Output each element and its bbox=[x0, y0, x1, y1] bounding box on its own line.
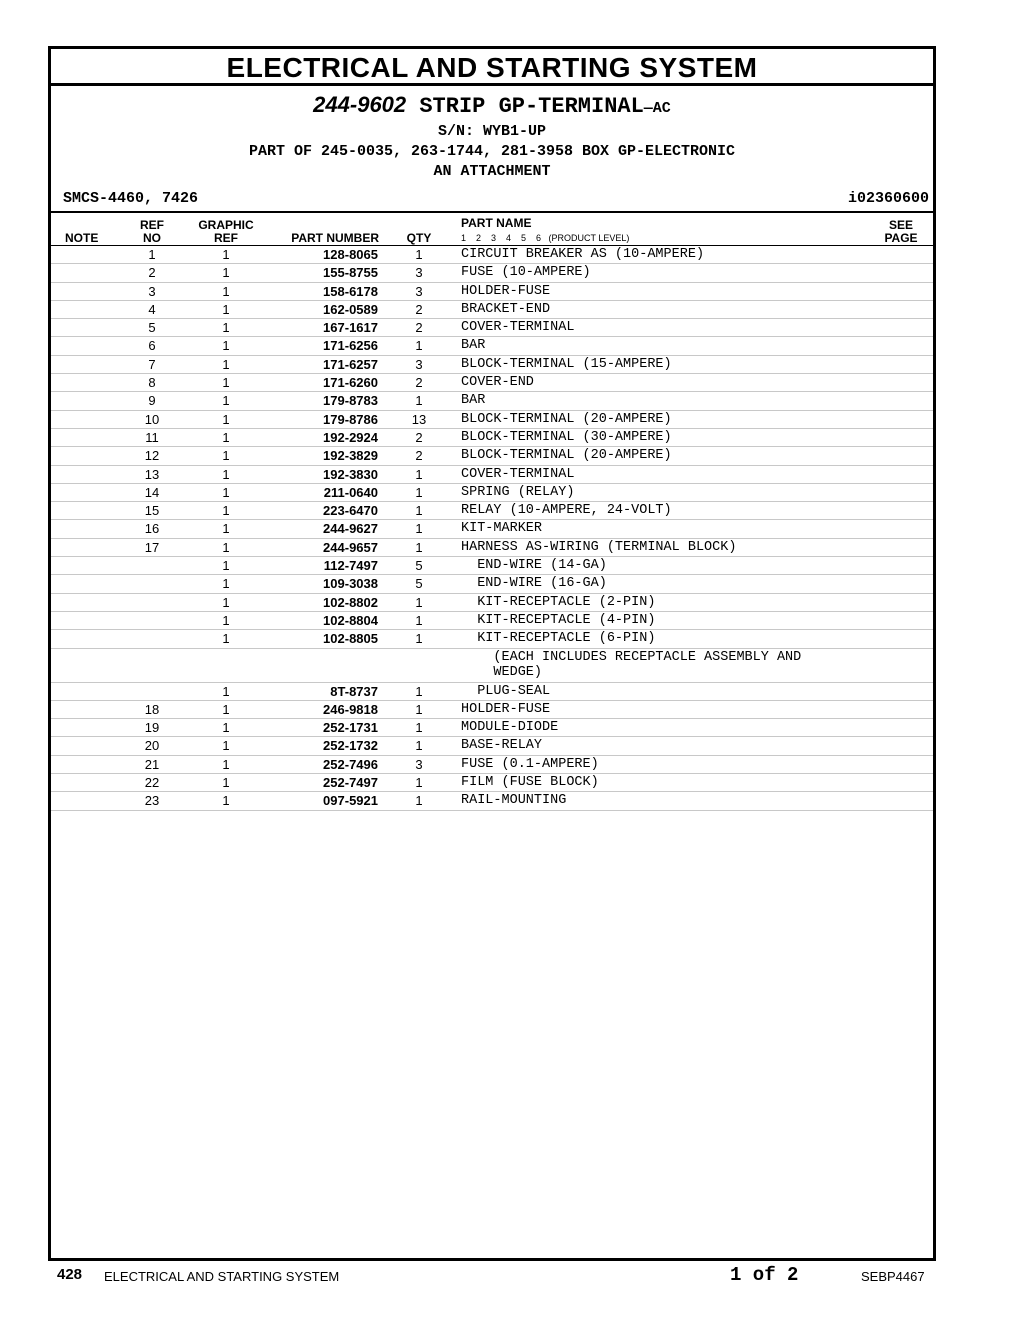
part-name-cell: END-WIRE (16-GA) bbox=[461, 576, 607, 592]
table-row bbox=[51, 756, 933, 774]
graphic-ref-cell: 1 bbox=[222, 521, 230, 537]
graphic-ref-cell: 1 bbox=[222, 594, 230, 610]
table-row bbox=[51, 575, 933, 593]
graphic-ref-cell: 1 bbox=[222, 720, 230, 736]
table-row bbox=[51, 792, 933, 810]
qty-cell: 1 bbox=[415, 539, 423, 555]
graphic-ref-cell: 1 bbox=[222, 484, 230, 500]
part-number-cell: 171-6257 bbox=[323, 356, 378, 372]
page-title: ELECTRICAL AND STARTING SYSTEM bbox=[51, 49, 933, 86]
part-number-cell: 244-9657 bbox=[323, 539, 378, 555]
col-ref-bottom: NO bbox=[143, 231, 161, 245]
part-number-cell: 102-8804 bbox=[323, 612, 378, 628]
smcs-code: SMCS-4460, 7426 bbox=[63, 190, 199, 207]
table-row bbox=[51, 246, 933, 264]
ref-no-cell: 1 bbox=[148, 247, 156, 262]
qty-cell: 1 bbox=[415, 503, 423, 519]
table-row bbox=[51, 683, 933, 701]
qty-cell: 1 bbox=[415, 631, 423, 647]
qty-cell: 1 bbox=[415, 793, 423, 809]
graphic-ref-cell: 1 bbox=[222, 503, 230, 519]
group-heading bbox=[51, 92, 933, 122]
ref-no-cell: 6 bbox=[148, 338, 156, 354]
graphic-ref-cell: 1 bbox=[222, 756, 230, 772]
ref-no-cell: 10 bbox=[144, 411, 160, 427]
ref-no-cell: 16 bbox=[144, 521, 160, 537]
parts-page-frame bbox=[48, 46, 936, 1261]
group-part-number: 244-9602 bbox=[313, 92, 407, 117]
part-name-cell: RELAY (10-AMPERE, 24-VOLT) bbox=[461, 503, 672, 519]
ref-no-cell: 22 bbox=[144, 775, 160, 791]
graphic-ref-cell: 1 bbox=[222, 320, 230, 336]
graphic-ref-cell: 1 bbox=[222, 393, 230, 409]
part-name-cell: COVER-TERMINAL bbox=[461, 466, 575, 482]
table-row bbox=[51, 466, 933, 484]
col-ref-top: REF bbox=[140, 218, 164, 232]
qty-cell: 1 bbox=[415, 738, 423, 754]
part-number-cell: 252-7496 bbox=[323, 756, 378, 772]
part-number-cell: 223-6470 bbox=[323, 503, 378, 519]
footer-section: ELECTRICAL AND STARTING SYSTEM bbox=[104, 1269, 340, 1284]
graphic-ref-cell: 1 bbox=[222, 738, 230, 754]
part-number-cell: 102-8805 bbox=[323, 631, 378, 647]
part-number-cell: 155-8755 bbox=[323, 265, 378, 281]
graphic-ref-cell: 1 bbox=[222, 301, 230, 317]
ref-no-cell: 18 bbox=[144, 701, 160, 717]
part-name-cell: BLOCK-TERMINAL (20-AMPERE) bbox=[461, 448, 672, 464]
ref-no-cell: 2 bbox=[148, 265, 156, 281]
qty-cell: 1 bbox=[415, 594, 423, 610]
part-number-cell: 244-9627 bbox=[323, 521, 378, 537]
col-graphic-top: GRAPHIC bbox=[198, 218, 254, 232]
part-number-cell: 097-5921 bbox=[323, 793, 378, 809]
table-row bbox=[51, 301, 933, 319]
part-number-cell: 246-9818 bbox=[323, 701, 378, 717]
graphic-ref-cell: 1 bbox=[222, 558, 230, 574]
table-row bbox=[51, 719, 933, 737]
qty-cell: 5 bbox=[415, 558, 423, 574]
ref-no-cell: 17 bbox=[144, 539, 160, 555]
part-number-cell: 171-6256 bbox=[323, 338, 378, 354]
part-name-cell: HOLDER-FUSE bbox=[461, 701, 551, 717]
ref-no-cell: 12 bbox=[144, 448, 160, 464]
ref-no-cell: 14 bbox=[144, 484, 160, 500]
table-row bbox=[51, 356, 933, 374]
ref-no-cell: 20 bbox=[144, 738, 160, 754]
qty-cell: 3 bbox=[415, 265, 423, 281]
qty-cell: 1 bbox=[415, 247, 423, 262]
part-name-cell: KIT-RECEPTACLE (6-PIN) bbox=[461, 631, 656, 647]
part-name-cell: RAIL-MOUNTING bbox=[461, 793, 567, 809]
qty-cell: 1 bbox=[415, 466, 423, 482]
graphic-ref-cell: 1 bbox=[222, 338, 230, 354]
part-number-cell: 171-6260 bbox=[323, 375, 378, 391]
table-row bbox=[51, 429, 933, 447]
ref-no-cell: 3 bbox=[148, 283, 156, 299]
table-row bbox=[51, 392, 933, 410]
graphic-ref-cell: 1 bbox=[222, 701, 230, 717]
serial-number: S/N: WYB1-UP bbox=[437, 123, 547, 140]
qty-cell: 1 bbox=[415, 775, 423, 791]
part-name-cell: FILM (FUSE BLOCK) bbox=[461, 775, 599, 791]
column-headers bbox=[51, 215, 933, 246]
part-number-cell: 128-8065 bbox=[323, 247, 378, 262]
graphic-ref-cell: 1 bbox=[222, 265, 230, 281]
qty-cell: 2 bbox=[415, 301, 423, 317]
ref-no-cell: 21 bbox=[144, 756, 160, 772]
attachment-line: AN ATTACHMENT bbox=[433, 163, 551, 180]
part-name-cell: BAR bbox=[461, 338, 486, 354]
qty-cell: 1 bbox=[415, 393, 423, 409]
ref-no-cell: 8 bbox=[148, 375, 156, 391]
table-row bbox=[51, 557, 933, 575]
page-number: 428 bbox=[57, 1266, 83, 1283]
part-name-cell: COVER-END bbox=[461, 375, 534, 391]
part-number-cell: 162-0589 bbox=[323, 301, 378, 317]
part-name-cell: SPRING (RELAY) bbox=[461, 484, 575, 500]
table-row bbox=[51, 649, 933, 683]
table-row bbox=[51, 264, 933, 282]
graphic-ref-cell: 1 bbox=[222, 247, 230, 262]
qty-cell: 1 bbox=[415, 720, 423, 736]
part-name-cell: KIT-RECEPTACLE (2-PIN) bbox=[461, 594, 656, 610]
part-of-line: PART OF 245-0035, 263-1744, 281-3958 BOX GP-ELECTRONIC bbox=[248, 143, 736, 160]
table-row bbox=[51, 701, 933, 719]
part-name-cell: FUSE (0.1-AMPERE) bbox=[461, 756, 599, 772]
part-name-cell: BASE-RELAY bbox=[461, 738, 543, 754]
table-row bbox=[51, 774, 933, 792]
graphic-ref-cell: 1 bbox=[222, 466, 230, 482]
table-row bbox=[51, 737, 933, 755]
graphic-ref-cell: 1 bbox=[222, 429, 230, 445]
qty-cell: 1 bbox=[415, 612, 423, 628]
group-suffix: —AC bbox=[643, 100, 671, 117]
table-row bbox=[51, 594, 933, 612]
qty-cell: 2 bbox=[415, 375, 423, 391]
graphic-ref-cell: 1 bbox=[222, 793, 230, 809]
qty-cell: 2 bbox=[415, 429, 423, 445]
part-name-cell: HARNESS AS-WIRING (TERMINAL BLOCK) bbox=[461, 539, 737, 555]
graphic-ref-cell: 1 bbox=[222, 612, 230, 628]
part-name-cell: BAR bbox=[461, 393, 486, 409]
ref-no-cell: 4 bbox=[148, 301, 156, 317]
part-name-cell: CIRCUIT BREAKER AS (10-AMPERE) bbox=[461, 247, 705, 262]
qty-cell: 5 bbox=[415, 576, 423, 592]
part-number-cell: 102-8802 bbox=[323, 594, 378, 610]
part-name-cell: END-WIRE (14-GA) bbox=[461, 558, 607, 574]
graphic-ref-cell: 1 bbox=[222, 356, 230, 372]
table-row bbox=[51, 520, 933, 538]
ref-no-cell: 13 bbox=[144, 466, 160, 482]
part-number-cell: 158-6178 bbox=[323, 283, 378, 299]
part-name-cell: BLOCK-TERMINAL (15-AMPERE) bbox=[461, 356, 672, 372]
col-product-levels: 1 2 3 4 5 6 (PRODUCT LEVEL) bbox=[461, 233, 630, 243]
part-number-cell: 112-7497 bbox=[323, 558, 378, 574]
part-number-cell: 252-1731 bbox=[323, 720, 378, 736]
graphic-ref-cell: 1 bbox=[222, 411, 230, 427]
part-name-cell: COVER-TERMINAL bbox=[461, 320, 575, 336]
qty-cell: 3 bbox=[415, 756, 423, 772]
part-name-cell: MODULE-DIODE bbox=[461, 720, 559, 736]
part-number-cell: 192-3830 bbox=[323, 466, 378, 482]
ref-no-cell: 9 bbox=[148, 393, 156, 409]
qty-cell: 1 bbox=[415, 701, 423, 717]
part-name-cell: KIT-MARKER bbox=[461, 521, 543, 537]
graphic-ref-cell: 1 bbox=[222, 775, 230, 791]
table-row bbox=[51, 374, 933, 392]
graphic-ref-cell: 1 bbox=[222, 375, 230, 391]
page-of: 1 of 2 bbox=[730, 1264, 799, 1286]
table-row bbox=[51, 502, 933, 520]
ref-no-cell: 11 bbox=[145, 429, 159, 445]
part-number-cell: 109-3038 bbox=[323, 576, 378, 592]
graphic-ref-cell: 1 bbox=[222, 576, 230, 592]
part-number-cell: 167-1617 bbox=[323, 320, 378, 336]
part-number-cell: 8T-8737 bbox=[330, 683, 378, 699]
col-qty: QTY bbox=[406, 231, 432, 245]
qty-cell: 3 bbox=[415, 283, 423, 299]
document-id: SEBP4467 bbox=[861, 1269, 925, 1284]
table-row bbox=[51, 319, 933, 337]
part-number-cell: 192-2924 bbox=[323, 429, 378, 445]
header-divider bbox=[51, 211, 933, 213]
col-part-number: PART NUMBER bbox=[291, 231, 379, 245]
qty-cell: 1 bbox=[415, 683, 423, 699]
part-number-cell: 179-8786 bbox=[323, 411, 378, 427]
col-see-top: SEE bbox=[888, 218, 913, 232]
table-row bbox=[51, 539, 933, 557]
table-row bbox=[51, 630, 933, 648]
parts-table bbox=[51, 246, 933, 811]
graphic-ref-cell: 1 bbox=[222, 539, 230, 555]
table-row bbox=[51, 484, 933, 502]
qty-cell: 1 bbox=[415, 521, 423, 537]
col-see-bottom: PAGE bbox=[884, 231, 918, 245]
qty-cell: 3 bbox=[415, 356, 423, 372]
part-name-cell: PLUG-SEAL bbox=[461, 683, 551, 699]
part-number-cell: 192-3829 bbox=[323, 448, 378, 464]
table-row bbox=[51, 612, 933, 630]
qty-cell: 2 bbox=[415, 320, 423, 336]
part-name-cell: KIT-RECEPTACLE (4-PIN) bbox=[461, 612, 656, 628]
part-number-cell: 252-1732 bbox=[323, 738, 378, 754]
part-name-cell: FUSE (10-AMPERE) bbox=[461, 265, 591, 281]
ref-no-cell: 15 bbox=[144, 503, 160, 519]
table-row bbox=[51, 447, 933, 465]
group-part-name: STRIP GP-TERMINAL bbox=[406, 94, 644, 119]
ref-no-cell: 23 bbox=[144, 793, 160, 809]
table-row bbox=[51, 337, 933, 355]
part-name-cell: BRACKET-END bbox=[461, 301, 551, 317]
ref-no-cell: 5 bbox=[148, 320, 156, 336]
qty-cell: 1 bbox=[415, 484, 423, 500]
graphic-ref-cell: 1 bbox=[222, 283, 230, 299]
part-name-cell: (EACH INCLUDES RECEPTACLE ASSEMBLY AND WEDGE) bbox=[493, 649, 802, 680]
table-row bbox=[51, 411, 933, 429]
part-name-cell: BLOCK-TERMINAL (30-AMPERE) bbox=[461, 429, 672, 445]
graphic-ref-cell: 1 bbox=[222, 683, 230, 699]
part-number-cell: 211-0640 bbox=[323, 484, 378, 500]
part-name-cell: BLOCK-TERMINAL (20-AMPERE) bbox=[461, 411, 672, 427]
ref-no-cell: 19 bbox=[144, 720, 160, 736]
part-number-cell: 179-8783 bbox=[323, 393, 378, 409]
part-number-cell: 252-7497 bbox=[323, 775, 378, 791]
col-part-name: PART NAME bbox=[461, 216, 532, 230]
qty-cell: 1 bbox=[415, 338, 423, 354]
graphic-ref-cell: 1 bbox=[222, 448, 230, 464]
qty-cell: 13 bbox=[411, 411, 427, 427]
qty-cell: 2 bbox=[415, 448, 423, 464]
col-note: NOTE bbox=[65, 231, 99, 245]
table-row bbox=[51, 283, 933, 301]
graphic-ref-cell: 1 bbox=[222, 631, 230, 647]
ref-no-cell: 7 bbox=[148, 356, 156, 372]
col-graphic-bottom: REF bbox=[214, 231, 238, 245]
illustration-id: i02360600 bbox=[847, 190, 929, 207]
part-name-cell: HOLDER-FUSE bbox=[461, 283, 551, 299]
